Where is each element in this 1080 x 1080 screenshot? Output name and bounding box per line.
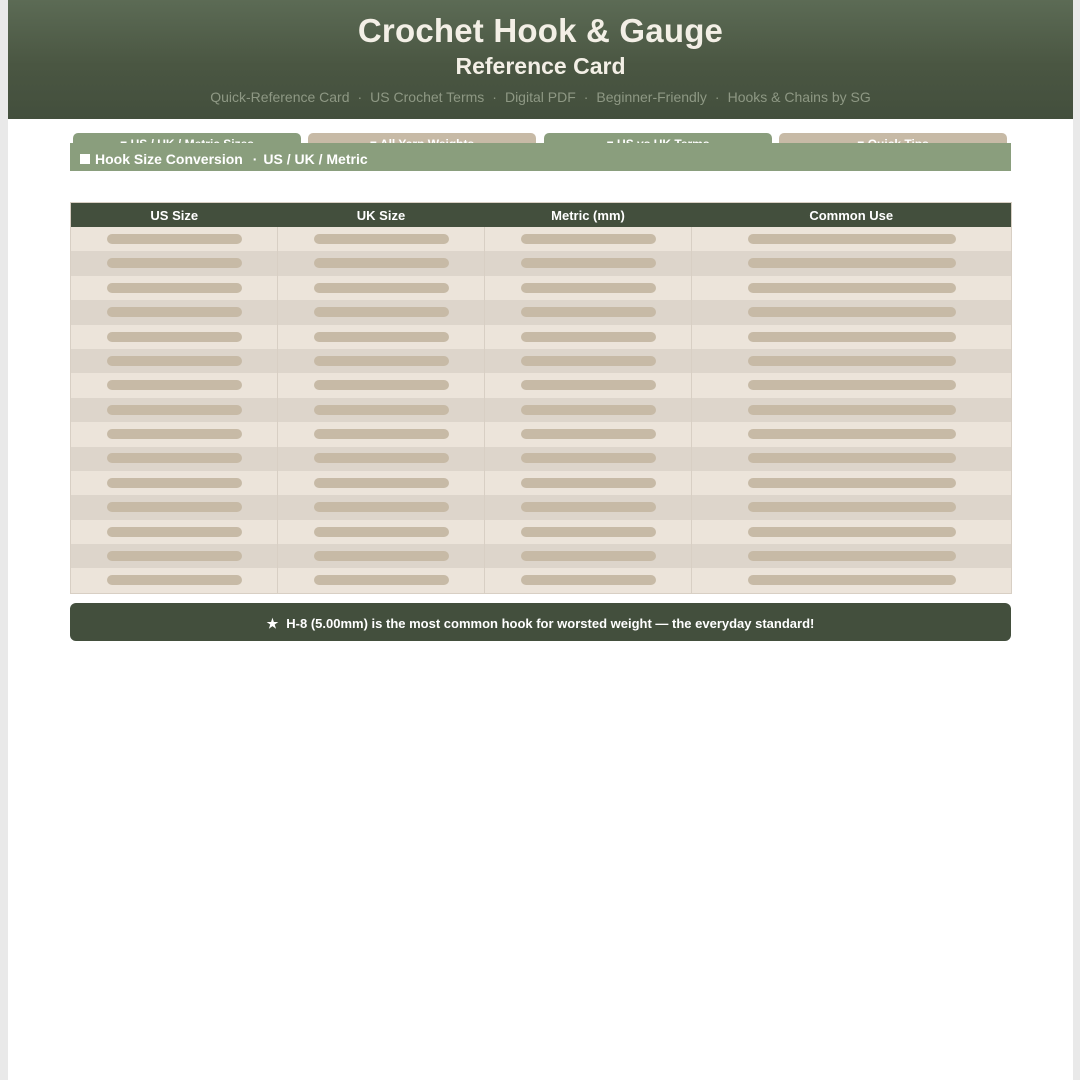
page-subtitle: Reference Card	[455, 53, 626, 79]
table-row	[71, 325, 1012, 349]
redacted-placeholder-bar	[107, 575, 242, 585]
redacted-placeholder-bar	[521, 478, 656, 488]
redacted-placeholder-bar	[748, 380, 956, 390]
table-cell	[71, 447, 278, 471]
reference-card-page	[8, 0, 1073, 1080]
redacted-placeholder-bar	[107, 234, 242, 244]
header-banner	[8, 0, 1073, 119]
tag-item: Digital PDF	[504, 89, 576, 105]
redacted-placeholder-bar	[748, 405, 956, 415]
table-cell	[278, 544, 485, 568]
table-row	[71, 349, 1012, 373]
table-cell	[485, 325, 692, 349]
table-cell	[692, 276, 1012, 300]
table-cell	[692, 398, 1012, 422]
tag-separator: ·	[714, 89, 720, 105]
table-cell	[278, 349, 485, 373]
redacted-placeholder-bar	[107, 380, 242, 390]
column-header-us-size: US Size	[71, 203, 278, 228]
section-header	[70, 143, 1011, 171]
table-cell	[485, 568, 692, 593]
table-row	[71, 276, 1012, 300]
table-cell	[278, 568, 485, 593]
table-cell	[71, 520, 278, 544]
section-separator: ·	[252, 151, 258, 167]
redacted-placeholder-bar	[748, 307, 956, 317]
redacted-placeholder-bar	[521, 283, 656, 293]
table-cell	[71, 373, 278, 397]
redacted-placeholder-bar	[521, 502, 656, 512]
tag-item: Quick-Reference Card	[210, 89, 350, 105]
table-cell	[485, 251, 692, 275]
table-cell	[485, 300, 692, 324]
table-cell	[485, 471, 692, 495]
redacted-placeholder-bar	[107, 307, 242, 317]
table-cell	[485, 276, 692, 300]
table-cell	[692, 227, 1012, 251]
table-row	[71, 520, 1012, 544]
table-row	[71, 495, 1012, 519]
redacted-placeholder-bar	[521, 258, 656, 268]
redacted-placeholder-bar	[314, 380, 449, 390]
redacted-placeholder-bar	[748, 575, 956, 585]
redacted-placeholder-bar	[314, 307, 449, 317]
table-cell	[692, 495, 1012, 519]
table-cell	[692, 447, 1012, 471]
table-cell	[71, 398, 278, 422]
redacted-placeholder-bar	[521, 453, 656, 463]
tag-item: Beginner-Friendly	[596, 89, 707, 105]
table-cell	[278, 325, 485, 349]
redacted-placeholder-bar	[314, 405, 449, 415]
table-row	[71, 422, 1012, 446]
redacted-placeholder-bar	[107, 429, 242, 439]
page-title: Crochet Hook & Gauge	[357, 12, 724, 49]
redacted-placeholder-bar	[314, 453, 449, 463]
redacted-placeholder-bar	[748, 429, 956, 439]
redacted-placeholder-bar	[748, 478, 956, 488]
tag-separator: ·	[583, 89, 589, 105]
table-cell	[485, 520, 692, 544]
redacted-placeholder-bar	[521, 551, 656, 561]
redacted-placeholder-bar	[314, 234, 449, 244]
table-cell	[278, 398, 485, 422]
table-cell	[485, 349, 692, 373]
redacted-placeholder-bar	[521, 527, 656, 537]
redacted-placeholder-bar	[314, 283, 449, 293]
redacted-placeholder-bar	[748, 527, 956, 537]
redacted-placeholder-bar	[314, 356, 449, 366]
table-cell	[692, 544, 1012, 568]
table-cell	[692, 373, 1012, 397]
redacted-placeholder-bar	[521, 332, 656, 342]
table-cell	[278, 520, 485, 544]
redacted-placeholder-bar	[748, 258, 956, 268]
table-cell	[278, 300, 485, 324]
table-row	[71, 251, 1012, 275]
table-row	[71, 471, 1012, 495]
table-cell	[71, 471, 278, 495]
table-cell	[278, 251, 485, 275]
table-row	[71, 227, 1012, 251]
redacted-placeholder-bar	[314, 575, 449, 585]
table-cell	[485, 227, 692, 251]
redacted-placeholder-bar	[107, 478, 242, 488]
hook-size-table	[70, 202, 1012, 594]
table-cell	[71, 227, 278, 251]
redacted-placeholder-bar	[314, 258, 449, 268]
table-cell	[71, 349, 278, 373]
redacted-placeholder-bar	[107, 453, 242, 463]
table-cell	[71, 495, 278, 519]
tagline	[8, 89, 1073, 105]
table-cell	[692, 325, 1012, 349]
redacted-placeholder-bar	[107, 551, 242, 561]
table-row	[71, 447, 1012, 471]
redacted-placeholder-bar	[314, 332, 449, 342]
tip-banner	[70, 603, 1011, 641]
table-cell	[71, 544, 278, 568]
table-cell	[692, 471, 1012, 495]
table-cell	[692, 251, 1012, 275]
table-row	[71, 568, 1012, 593]
redacted-placeholder-bar	[107, 332, 242, 342]
redacted-placeholder-bar	[521, 234, 656, 244]
redacted-placeholder-bar	[314, 429, 449, 439]
redacted-placeholder-bar	[107, 356, 242, 366]
redacted-placeholder-bar	[521, 429, 656, 439]
redacted-placeholder-bar	[748, 502, 956, 512]
redacted-placeholder-bar	[107, 502, 242, 512]
table-cell	[71, 325, 278, 349]
table-cell	[71, 251, 278, 275]
redacted-placeholder-bar	[314, 527, 449, 537]
tag-separator: ·	[492, 89, 497, 105]
redacted-placeholder-bar	[748, 453, 956, 463]
table-row	[71, 373, 1012, 397]
redacted-placeholder-bar	[521, 405, 656, 415]
table-cell	[485, 495, 692, 519]
redacted-placeholder-bar	[314, 478, 449, 488]
redacted-placeholder-bar	[314, 551, 449, 561]
redacted-placeholder-bar	[748, 356, 956, 366]
tag-separator: ·	[357, 89, 363, 105]
redacted-placeholder-bar	[748, 234, 956, 244]
square-bullet-icon	[80, 154, 90, 164]
table-cell	[278, 227, 485, 251]
table-cell	[485, 422, 692, 446]
section-subtitle: US / UK / Metric	[263, 151, 368, 167]
table-cell	[485, 398, 692, 422]
star-icon: ★	[266, 616, 279, 631]
tip-text: H-8 (5.00mm) is the most common hook for worsted weight — the everyday standard!	[286, 616, 815, 631]
redacted-placeholder-bar	[521, 307, 656, 317]
redacted-placeholder-bar	[521, 356, 656, 366]
redacted-placeholder-bar	[521, 380, 656, 390]
redacted-placeholder-bar	[748, 283, 956, 293]
tag-item: Hooks & Chains by SG	[727, 89, 871, 105]
redacted-placeholder-bar	[748, 332, 956, 342]
table-cell	[485, 544, 692, 568]
column-header-uk-size: UK Size	[278, 203, 485, 228]
table-cell	[278, 447, 485, 471]
redacted-placeholder-bar	[107, 405, 242, 415]
redacted-placeholder-bar	[748, 551, 956, 561]
table-cell	[278, 373, 485, 397]
redacted-placeholder-bar	[314, 502, 449, 512]
table-cell	[278, 276, 485, 300]
table-cell	[278, 471, 485, 495]
table-cell	[71, 422, 278, 446]
table-header-row	[71, 203, 1012, 228]
tag-item: US Crochet Terms	[370, 89, 485, 105]
table-cell	[692, 422, 1012, 446]
column-header-metric: Metric (mm)	[485, 203, 692, 228]
table-row	[71, 300, 1012, 324]
column-header-common-use: Common Use	[692, 203, 1012, 228]
table-cell	[71, 276, 278, 300]
table-cell	[692, 349, 1012, 373]
section-title: Hook Size Conversion	[95, 151, 243, 167]
table-body	[71, 227, 1012, 593]
redacted-placeholder-bar	[107, 258, 242, 268]
table-cell	[692, 300, 1012, 324]
table-cell	[485, 373, 692, 397]
redacted-placeholder-bar	[107, 527, 242, 537]
table-cell	[71, 568, 278, 593]
table-cell	[692, 568, 1012, 593]
table-cell	[71, 300, 278, 324]
table-cell	[692, 520, 1012, 544]
table-row	[71, 398, 1012, 422]
table-cell	[278, 495, 485, 519]
table-row	[71, 544, 1012, 568]
redacted-placeholder-bar	[107, 283, 242, 293]
table-cell	[485, 447, 692, 471]
table-cell	[278, 422, 485, 446]
redacted-placeholder-bar	[521, 575, 656, 585]
